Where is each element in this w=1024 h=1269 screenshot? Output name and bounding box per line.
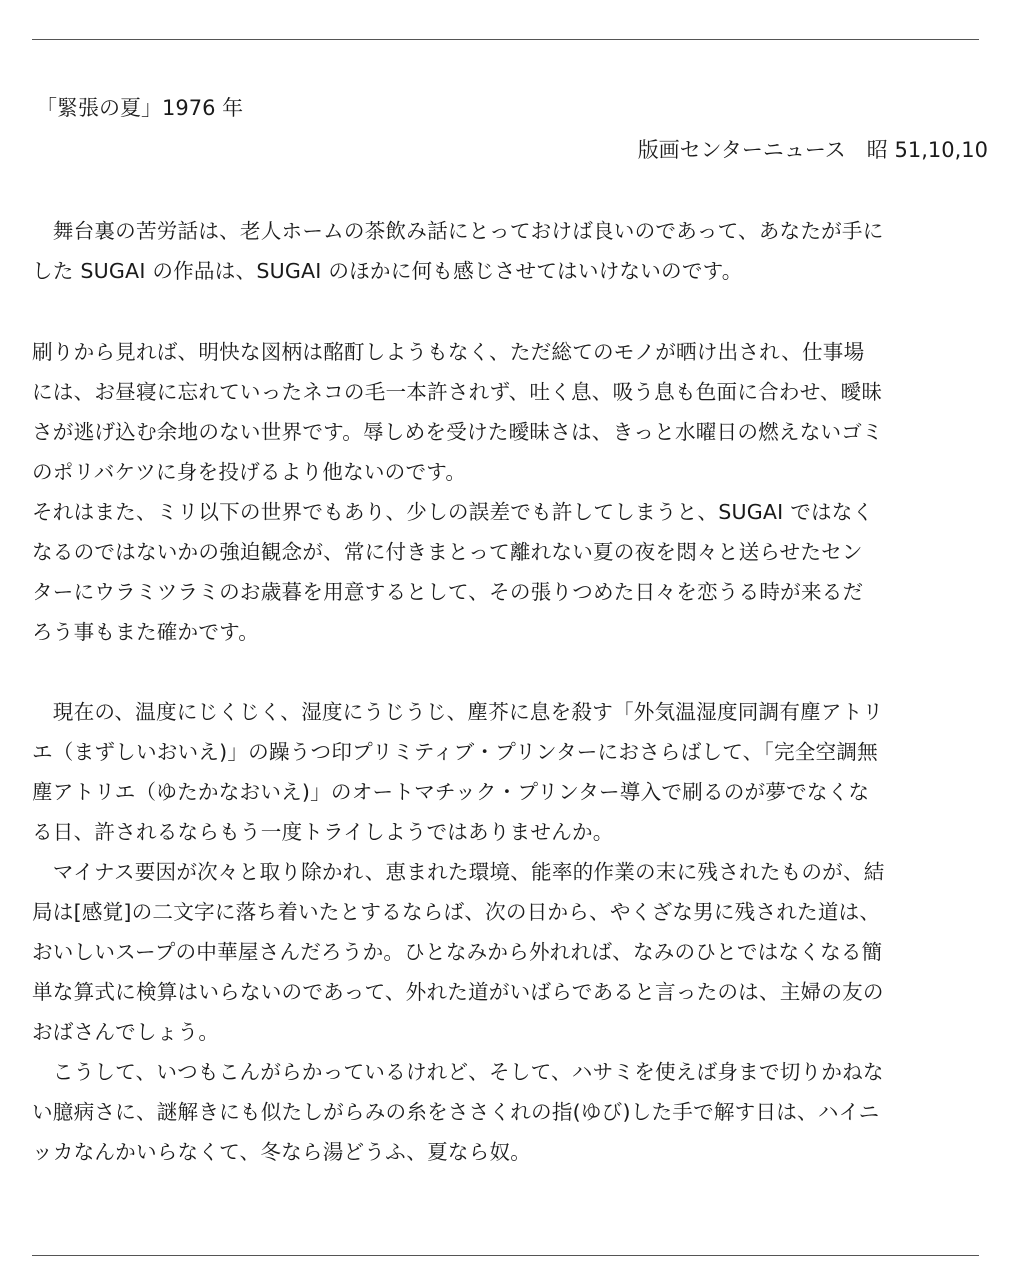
text-line: それはまた、ミリ以下の世界でもあり、少しの誤差でも許してしまうと、SUGAI ではなく	[32, 500, 874, 524]
text-line: マイナス要因が次々と取り除かれ、恵まれた環境、能率的作業の末に残されたものが、結	[32, 860, 885, 884]
text-line: 舞台裏の苦労話は、老人ホームの茶飲み話にとっておけば良いのであって、あなたが手に	[32, 219, 884, 243]
text-line: 単な算式に検算はいらないのであって、外れた道がいばらであると言ったのは、主婦の友の	[32, 980, 884, 1004]
document-title: 「緊張の夏」1976 年	[36, 96, 244, 120]
text-line: ッカなんかいらなくて、冬なら湯どうふ、夏なら奴。	[32, 1140, 532, 1164]
text-line: 塵アトリエ（ゆたかなおいえ)」のオートマチック・プリンター導入で刷るのが夢でなくな	[32, 780, 870, 804]
paragraph-2	[32, 332, 994, 652]
text-line: い臆病さに、謎解きにも似たしがらみの糸をささくれの指(ゆび)した手で解す日は、ハイニ	[32, 1100, 880, 1124]
top-divider	[32, 39, 979, 40]
text-line: 刷りから見れば、明快な図柄は酩酊しようもなく、ただ総てのモノが晒け出され、仕事場	[32, 340, 865, 364]
text-line: には、お昼寝に忘れていったネコの毛一本許されず、吐く息、吸う息も色面に合わせ、曖昧	[32, 380, 883, 404]
text-line: 局は[感覚]の二文字に落ち着いたとするならば、次の日から、やくざな男に残された道は、	[32, 900, 881, 924]
text-line: なるのではないかの強迫観念が、常に付きまとって離れない夏の夜を悶々と送らせたセン	[32, 540, 863, 564]
text-line: さが逃げ込む余地のない世界です。辱しめを受けた曖昧さは、きっと水曜日の燃えないゴミ	[32, 420, 883, 444]
text-line: 現在の、温度にじくじく、湿度にうじうじ、塵芥に息を殺す「外気温湿度同調有塵アトリ	[32, 700, 884, 724]
text-line: おばさんでしょう。	[32, 1020, 220, 1044]
text-line: おいしいスープの中華屋さんだろうか。ひとなみから外れれば、なみのひとではなくなる簡	[32, 940, 883, 964]
bottom-divider	[32, 1255, 979, 1256]
paragraph-3	[32, 692, 994, 1172]
text-line: こうして、いつもこんがらかっているけれど、そして、ハサミを使えば身まで切りかねな	[32, 1060, 884, 1084]
text-line: る日、許されるならもう一度トライしようではありませんか。	[32, 820, 614, 844]
text-line: ターにウラミツラミのお歳暮を用意するとして、その張りつめた日々を恋うる時が来るだ	[32, 580, 864, 604]
text-line: した SUGAI の作品は、SUGAI のほかに何も感じさせてはいけないのです。	[32, 259, 743, 283]
paragraph-1	[32, 211, 994, 291]
text-line: ろう事もまた確かです。	[32, 620, 260, 644]
source-citation: 版画センターニュース 昭 51,10,10	[637, 138, 988, 162]
text-line: エ（まずしいおいえ)」の躁うつ印プリミティブ・プリンターにおさらばして、「完全空調無	[32, 740, 878, 764]
text-line: のポリバケツに身を投げるより他ないのです。	[32, 460, 467, 484]
